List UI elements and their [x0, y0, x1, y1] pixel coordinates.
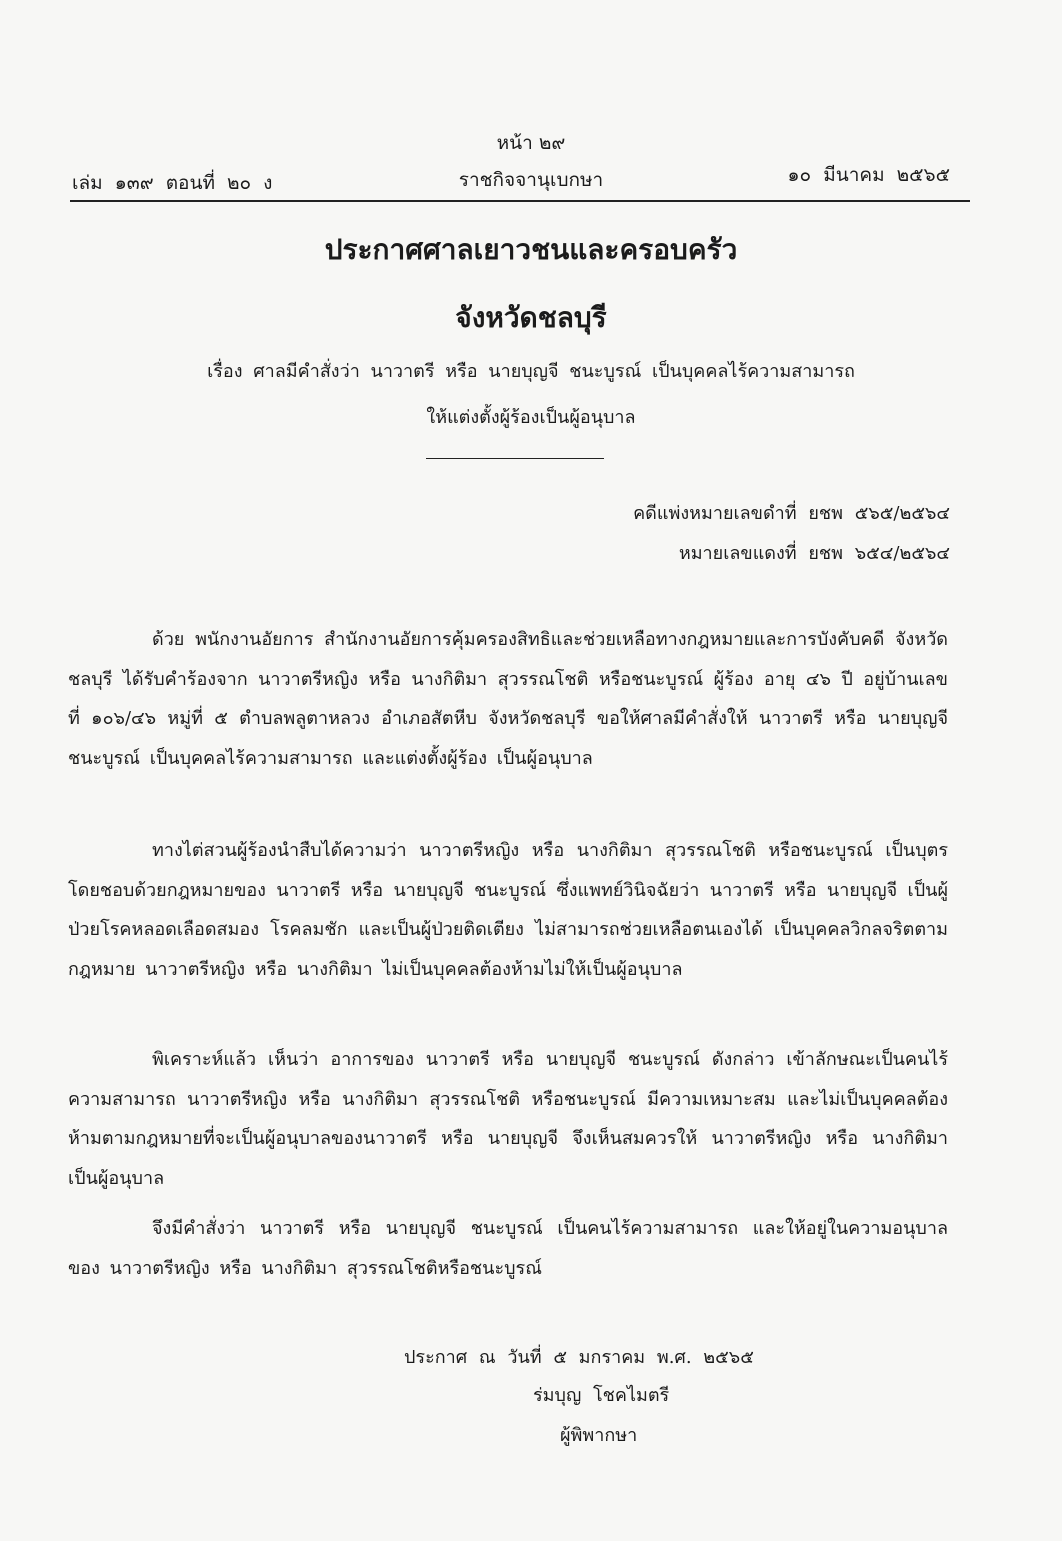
subject-line-1: เรื่อง ศาลมีคำสั่งว่า นาวาตรี หรือ นายบุญจี ชนะบูรณ์ เป็นบุคคลไร้ความสามารถ — [207, 361, 855, 382]
header-volume-issue: เล่ม ๑๓๙ ตอนที่ ๒๐ ง — [72, 172, 273, 194]
body-paragraph-3-text: พิเคราะห์แล้ว เห็นว่า อาการของ นาวาตรี หรือ นายบุญจี ชนะบูรณ์ ดังกล่าว เข้าลักษณะเป็นคนไร้ความสามารถ นาวาตรีหญิง หรือ นางกิติมา สุวรรณโชติ หรือชนะบูรณ์ มีความเหมาะสม และไม่เป็นบุคคลต้องห้ามตามกฎหมายที่จะเป็นผู้อนุบาลของนาวาตรี หรือ นายบุญจี จึงเห็นสมควรให้ นาวาตรีหญิง หรือ นางกิติมา เป็นผู้อนุบาล — [68, 1049, 948, 1189]
body-paragraph-1 — [68, 620, 948, 778]
body-paragraph-3 — [68, 1040, 948, 1198]
judge-title: ผู้พิพากษา — [560, 1425, 638, 1446]
document-title: ประกาศศาลเยาวชนและครอบครัว — [324, 233, 738, 266]
header-date: ๑๐ มีนาคม ๒๕๖๕ — [787, 164, 950, 186]
body-paragraph-4 — [68, 1209, 948, 1288]
subject-line-2: ให้แต่งตั้งผู้ร้องเป็นผู้อนุบาล — [426, 407, 636, 428]
case-black-number: คดีแพ่งหมายเลขดำที่ ยชพ ๕๖๕/๒๕๖๔ — [633, 503, 950, 524]
judge-name: ร่มบุญ โชคไมตรี — [533, 1385, 670, 1406]
announcement-date: ประกาศ ณ วันที่ ๕ มกราคม พ.ศ. ๒๕๖๕ — [404, 1347, 754, 1368]
header-divider — [70, 200, 970, 202]
body-paragraph-4-text: จึงมีคำสั่งว่า นาวาตรี หรือ นายบุญจี ชนะบูรณ์ เป็นคนไร้ความสามารถ และให้อยู่ในความอนุบาลของ นาวาตรีหญิง หรือ นางกิติมา สุวรรณโชติหรือชนะบูรณ์ — [68, 1218, 948, 1279]
body-paragraph-2-text: ทางไต่สวนผู้ร้องนำสืบได้ความว่า นาวาตรีหญิง หรือ นางกิติมา สุวรรณโชติ หรือชนะบูรณ์ เป็นบุตรโดยชอบด้วยกฎหมายของ นาวาตรี หรือ นายบุญจี ชนะบูรณ์ ซึ่งแพทย์วินิจฉัยว่า นาวาตรี หรือ นายบุญจี เป็นผู้ป่วยโรคหลอดเลือดสมอง โรคลมชัก และเป็นผู้ป่วยติดเตียง ไม่สามารถช่วยเหลือตนเองได้ เป็นบุคคลวิกลจริตตามกฎหมาย นาวาตรีหญิง หรือ นางกิติมา ไม่เป็นบุคคลต้องห้ามไม่ให้เป็นผู้อนุบาล — [68, 840, 948, 980]
document-title-province: จังหวัดชลบุรี — [455, 301, 607, 334]
body-paragraph-2 — [68, 831, 948, 989]
header-page-number: หน้า ๒๙ — [496, 132, 566, 154]
header-publication: ราชกิจจานุเบกษา — [458, 169, 604, 191]
body-paragraph-1-text: ด้วย พนักงานอัยการ สำนักงานอัยการคุ้มครองสิทธิและช่วยเหลือทางกฎหมายและการบังคับคดี จังหวัดชลบุรี ได้รับคำร้องจาก นาวาตรีหญิง หรือ นางกิติมา สุวรรณโชติ หรือชนะบูรณ์ ผู้ร้อง อายุ ๔๖ ปี อยู่บ้านเลขที่ ๑๐๖/๔๖ หมู่ที่ ๕ ตำบลพลูตาหลวง อำเภอสัตหีบ จังหวัดชลบุรี ขอให้ศาลมีคำสั่งให้ นาวาตรี หรือ นายบุญจี ชนะบูรณ์ เป็นบุคคลไร้ความสามารถ และแต่งตั้งผู้ร้อง เป็นผู้อนุบาล — [68, 629, 948, 769]
case-red-number: หมายเลขแดงที่ ยชพ ๖๕๔/๒๕๖๔ — [678, 543, 950, 564]
title-divider — [426, 458, 604, 459]
